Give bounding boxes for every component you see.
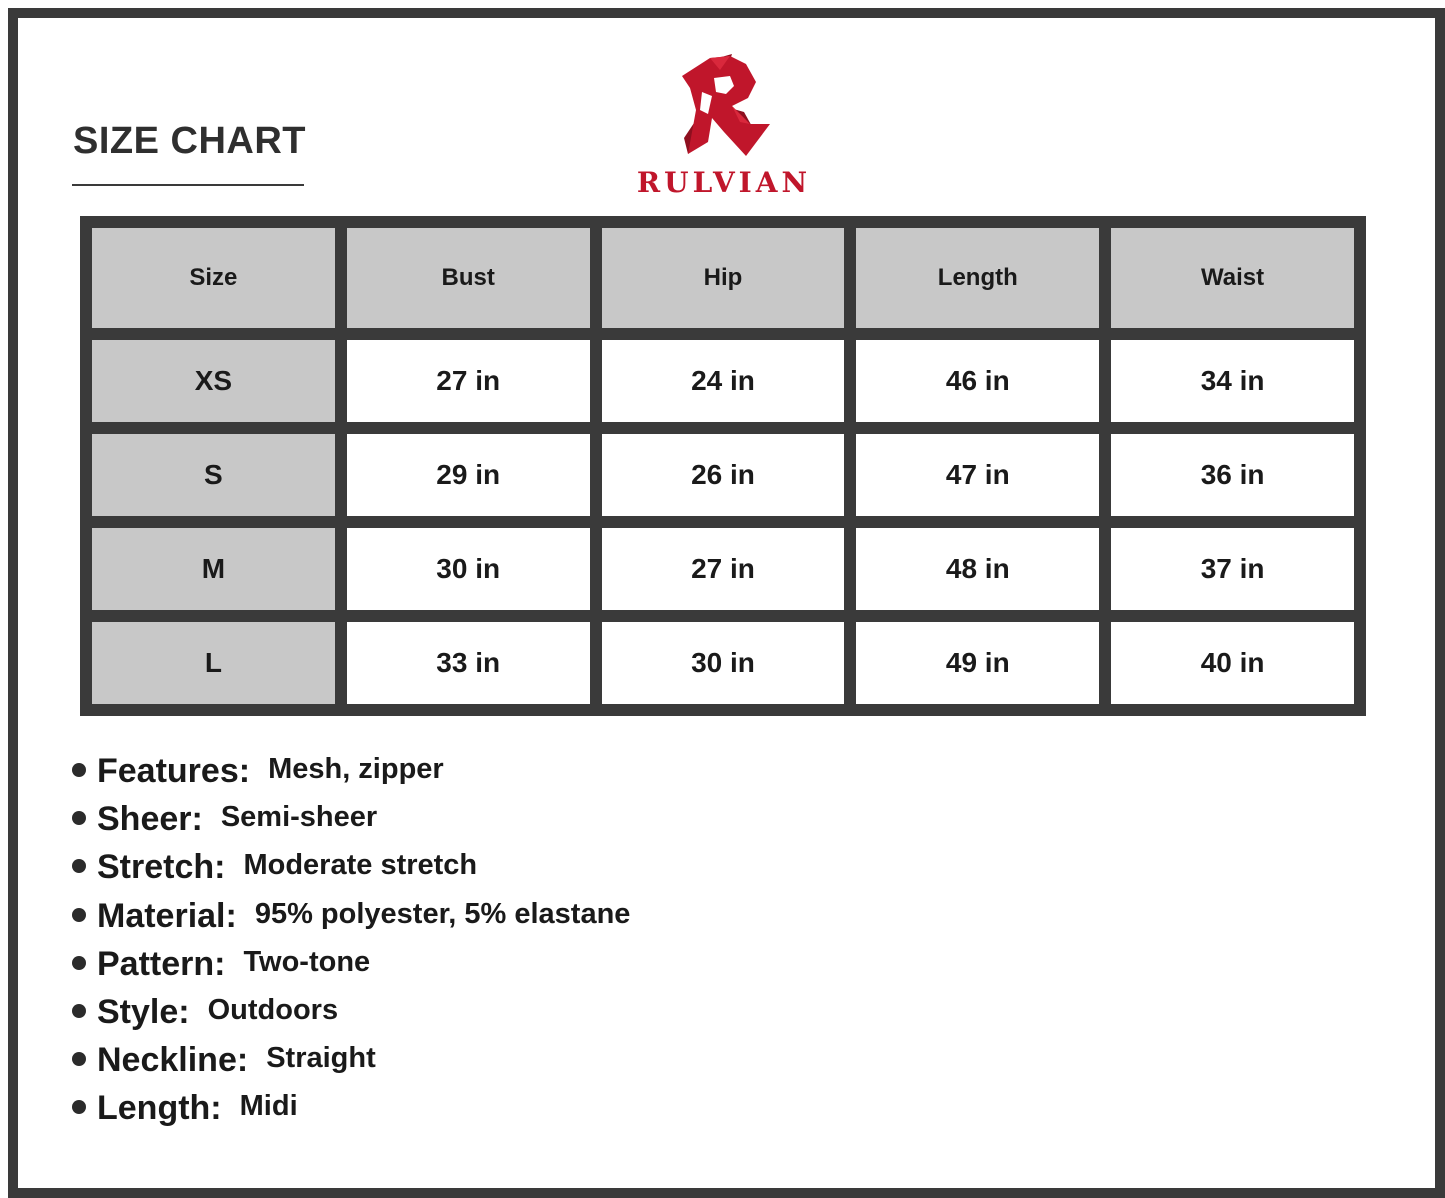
list-item bbox=[72, 897, 630, 945]
length-cell: 48 in bbox=[856, 528, 1099, 610]
bullet-icon bbox=[72, 956, 86, 970]
hip-cell: 26 in bbox=[602, 434, 845, 516]
feature-value: Moderate stretch bbox=[243, 849, 478, 882]
waist-cell: 40 in bbox=[1111, 622, 1354, 704]
bullet-icon bbox=[72, 1004, 86, 1018]
feature-label: Sheer: bbox=[97, 800, 203, 839]
bullet-icon bbox=[72, 763, 86, 777]
table-row bbox=[92, 622, 1354, 704]
brand-logo bbox=[622, 50, 826, 200]
page-title: SIZE CHART bbox=[73, 120, 306, 162]
size-cell: S bbox=[92, 434, 335, 516]
feature-label: Stretch: bbox=[97, 848, 226, 887]
list-item bbox=[72, 800, 630, 848]
stylized-r-logo-icon bbox=[674, 50, 774, 162]
list-item bbox=[72, 993, 630, 1041]
bust-cell: 29 in bbox=[347, 434, 590, 516]
list-item bbox=[72, 1041, 630, 1089]
length-cell: 46 in bbox=[856, 340, 1099, 422]
bullet-icon bbox=[72, 859, 86, 873]
list-item bbox=[72, 945, 630, 993]
table-row bbox=[92, 528, 1354, 610]
bust-cell: 27 in bbox=[347, 340, 590, 422]
feature-label: Pattern: bbox=[97, 944, 226, 983]
waist-cell: 36 in bbox=[1111, 434, 1354, 516]
hip-cell: 30 in bbox=[602, 622, 845, 704]
bullet-icon bbox=[72, 811, 86, 825]
bullet-icon bbox=[72, 1100, 86, 1114]
list-item bbox=[72, 752, 630, 800]
feature-value: Mesh, zipper bbox=[268, 753, 444, 785]
header-waist: Waist bbox=[1111, 228, 1354, 328]
waist-cell: 37 in bbox=[1111, 528, 1354, 610]
header-length: Length bbox=[856, 228, 1099, 328]
feature-value: Semi-sheer bbox=[220, 801, 378, 834]
feature-label: Neckline: bbox=[97, 1041, 249, 1080]
bullet-icon bbox=[72, 908, 86, 922]
length-cell: 47 in bbox=[856, 434, 1099, 516]
feature-label: Features: bbox=[97, 752, 251, 790]
size-cell: XS bbox=[92, 340, 335, 422]
title-underline bbox=[72, 184, 304, 186]
table-header-row bbox=[92, 228, 1354, 328]
brand-name: RULVIAN bbox=[636, 166, 812, 199]
table-row bbox=[92, 434, 1354, 516]
feature-label: Length: bbox=[97, 1089, 222, 1128]
table-row bbox=[92, 340, 1354, 422]
hip-cell: 24 in bbox=[602, 340, 845, 422]
feature-label: Style: bbox=[97, 992, 190, 1031]
bust-cell: 30 in bbox=[347, 528, 590, 610]
feature-list bbox=[72, 752, 630, 1138]
size-cell: M bbox=[92, 528, 335, 610]
hip-cell: 27 in bbox=[602, 528, 845, 610]
bust-cell: 33 in bbox=[347, 622, 590, 704]
feature-value: Midi bbox=[239, 1090, 298, 1123]
header-size: Size bbox=[92, 228, 335, 328]
feature-label: Material: bbox=[97, 896, 237, 935]
feature-value: Two-tone bbox=[243, 945, 371, 978]
feature-value: Straight bbox=[266, 1042, 376, 1075]
list-item bbox=[72, 1089, 630, 1137]
header-hip: Hip bbox=[602, 228, 845, 328]
length-cell: 49 in bbox=[856, 622, 1099, 704]
size-cell: L bbox=[92, 622, 335, 704]
feature-value: 95% polyester, 5% elastane bbox=[254, 897, 631, 930]
waist-cell: 34 in bbox=[1111, 340, 1354, 422]
list-item bbox=[72, 848, 630, 896]
feature-value: Outdoors bbox=[207, 993, 339, 1026]
size-chart-table bbox=[80, 216, 1366, 716]
bullet-icon bbox=[72, 1052, 86, 1066]
header-bust: Bust bbox=[347, 228, 590, 328]
